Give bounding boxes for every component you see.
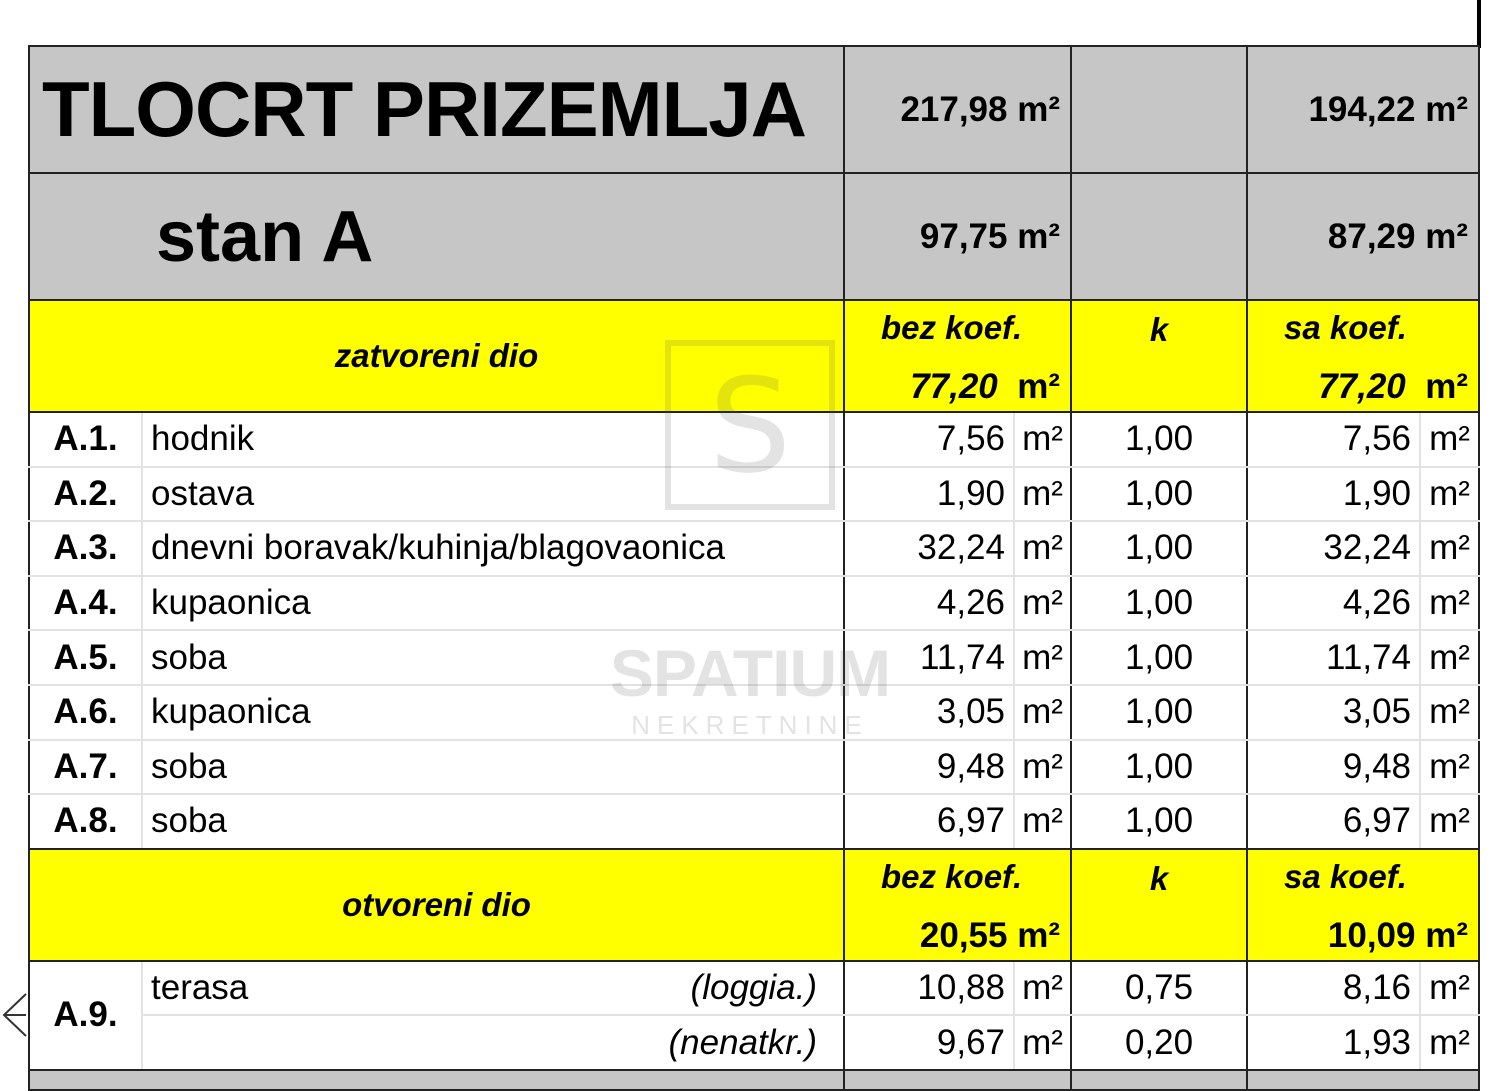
chevron-left-icon: [0, 990, 28, 1040]
table-row: [29, 521, 1479, 576]
floor-title: TLOCRT PRIZEMLJA: [29, 46, 844, 173]
room-coef: 1,00: [1071, 467, 1247, 522]
open-sa-value: 10,09 m²: [1327, 915, 1468, 955]
unit-header-row: [29, 173, 1479, 300]
room-coef: 1,00: [1071, 521, 1247, 576]
table-row: [29, 1015, 1479, 1070]
open-section-header: [29, 849, 1479, 961]
room-code: A.3.: [29, 521, 142, 576]
room-coef: 0,20: [1071, 1015, 1247, 1070]
room-coef: 1,00: [1071, 412, 1247, 467]
room-area-unit: m²: [1014, 467, 1071, 522]
room-area-sa: 3,05: [1247, 685, 1420, 740]
room-area-bez: 9,48: [844, 740, 1014, 795]
room-area-sa: 4,26: [1247, 576, 1420, 631]
floor-k-empty: [1071, 46, 1247, 173]
room-area-unit: m²: [1014, 740, 1071, 795]
room-area-sa-unit: m²: [1420, 412, 1479, 467]
closed-sa-label: sa koef.: [1284, 309, 1407, 346]
table-row: [29, 961, 1479, 1016]
open-bez-cell: [844, 849, 1071, 961]
room-area-unit: m²: [1014, 685, 1071, 740]
room-area-unit: m²: [1014, 630, 1071, 685]
room-area-sa-unit: m²: [1420, 961, 1479, 1016]
unit-total-bez: 97,75 m²: [844, 173, 1071, 300]
terrace-name-cell: [142, 961, 844, 1016]
page-edge-line: [1477, 0, 1481, 48]
table-row: [29, 412, 1479, 467]
table-row: [29, 685, 1479, 740]
room-name: kupaonica: [142, 685, 844, 740]
room-area-unit: m²: [1014, 1015, 1071, 1070]
room-coef: 1,00: [1071, 794, 1247, 849]
room-code: A.8.: [29, 794, 142, 849]
terrace-name-cell: [142, 1015, 844, 1070]
floor-area-table: [28, 45, 1480, 1091]
room-area-unit: m²: [1014, 521, 1071, 576]
room-area-sa-unit: m²: [1420, 794, 1479, 849]
room-area-sa-unit: m²: [1420, 1015, 1479, 1070]
table-row: [29, 467, 1479, 522]
room-name: terasa: [151, 968, 249, 1008]
table-row: [29, 576, 1479, 631]
closed-sa-cell: [1247, 300, 1479, 412]
room-area-bez: 7,56: [844, 412, 1014, 467]
room-area-sa: 6,97: [1247, 794, 1420, 849]
room-code: A.2.: [29, 467, 142, 522]
closed-section-header: [29, 300, 1479, 412]
closed-sa-value: 77,20: [1318, 367, 1406, 406]
room-area-unit: m²: [1014, 576, 1071, 631]
room-area-bez: 3,05: [844, 685, 1014, 740]
terrace-note: (loggia.): [690, 968, 817, 1008]
next-section-strip: [29, 1070, 1479, 1090]
unit-k-empty: [1071, 173, 1247, 300]
room-area-sa-unit: m²: [1420, 630, 1479, 685]
room-area-sa-unit: m²: [1420, 576, 1479, 631]
unit-total-sa: 87,29 m²: [1247, 173, 1479, 300]
floor-total-sa: 194,22 m²: [1247, 46, 1479, 173]
room-name: soba: [142, 794, 844, 849]
floor-total-bez: 217,98 m²: [844, 46, 1071, 173]
open-sa-cell: [1247, 849, 1479, 961]
closed-k-label: k: [1071, 300, 1247, 412]
closed-bez-cell: [844, 300, 1071, 412]
room-area-bez: 1,90: [844, 467, 1014, 522]
room-area-bez: 32,24: [844, 521, 1014, 576]
room-area-unit: m²: [1014, 412, 1071, 467]
open-sa-label: sa koef.: [1284, 857, 1407, 895]
room-name: kupaonica: [142, 576, 844, 631]
unit-title: stan A: [29, 173, 844, 300]
closed-bez-unit: m²: [1017, 367, 1060, 406]
room-area-bez: 9,67: [844, 1015, 1014, 1070]
room-code: A.1.: [29, 412, 142, 467]
room-coef: 1,00: [1071, 630, 1247, 685]
open-bez-value: 20,55 m²: [919, 915, 1060, 955]
room-area-sa: 9,48: [1247, 740, 1420, 795]
room-area-sa: 1,93: [1247, 1015, 1420, 1070]
room-coef: 0,75: [1071, 961, 1247, 1016]
floor-header-row: [29, 46, 1479, 173]
room-area-sa: 8,16: [1247, 961, 1420, 1016]
room-coef: 1,00: [1071, 576, 1247, 631]
table-row: [29, 794, 1479, 849]
room-area-sa-unit: m²: [1420, 467, 1479, 522]
room-code: A.7.: [29, 740, 142, 795]
room-name: soba: [142, 740, 844, 795]
room-area-bez: 10,88: [844, 961, 1014, 1016]
closed-bez-label: bez koef.: [881, 309, 1023, 346]
closed-sa-unit: m²: [1425, 367, 1468, 406]
room-code: A.9.: [29, 961, 142, 1070]
room-area-bez: 11,74: [844, 630, 1014, 685]
room-code: A.4.: [29, 576, 142, 631]
room-coef: 1,00: [1071, 740, 1247, 795]
table-row: [29, 740, 1479, 795]
room-area-sa: 7,56: [1247, 412, 1420, 467]
room-area-unit: m²: [1014, 961, 1071, 1016]
open-bez-label: bez koef.: [881, 857, 1023, 895]
closed-section-label: zatvoreni dio: [29, 300, 844, 412]
room-area-sa-unit: m²: [1420, 521, 1479, 576]
room-area-bez: 6,97: [844, 794, 1014, 849]
room-area-unit: m²: [1014, 794, 1071, 849]
room-area-sa: 32,24: [1247, 521, 1420, 576]
room-name: dnevni boravak/kuhinja/blagovaonica: [142, 521, 844, 576]
room-code: A.6.: [29, 685, 142, 740]
room-code: A.5.: [29, 630, 142, 685]
open-k-label: k: [1071, 849, 1247, 961]
open-section-label: otvoreni dio: [29, 849, 844, 961]
table-row: [29, 630, 1479, 685]
room-area-sa: 11,74: [1247, 630, 1420, 685]
room-name: soba: [142, 630, 844, 685]
room-area-sa: 1,90: [1247, 467, 1420, 522]
room-name: ostava: [142, 467, 844, 522]
room-area-sa-unit: m²: [1420, 685, 1479, 740]
room-coef: 1,00: [1071, 685, 1247, 740]
room-area-bez: 4,26: [844, 576, 1014, 631]
terrace-note: (nenatkr.): [668, 1022, 817, 1062]
room-name: hodnik: [142, 412, 844, 467]
closed-bez-value: 77,20: [910, 367, 998, 406]
room-area-sa-unit: m²: [1420, 740, 1479, 795]
